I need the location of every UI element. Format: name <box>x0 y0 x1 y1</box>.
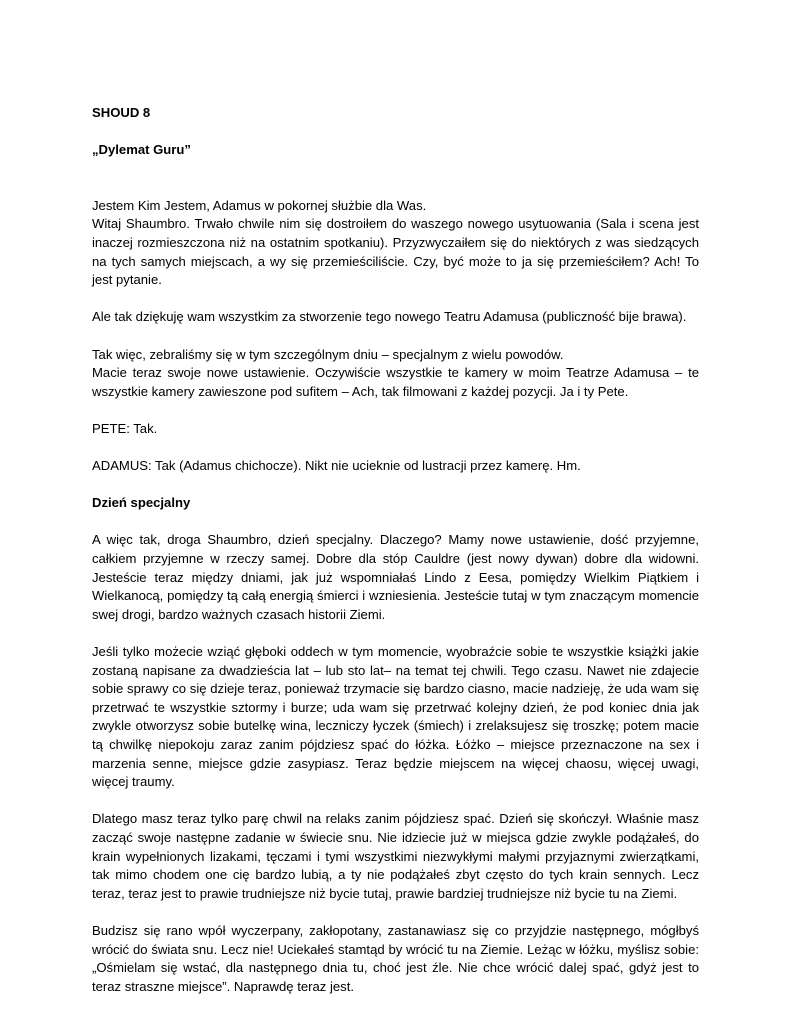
paragraph-1: A więc tak, droga Shaumbro, dzień specjalny. Dlaczego? Mamy nowe ustawienie, dość przyjemne, całkiem przyjemne w rzeczy samej. Dobre dla stóp Cauldre (jest nowy dywan) dobre dla widowni. Jesteście teraz między dniami, jak już wspomniałaś Lindo z Eesa, pomiędzy Wielkim Piątkiem i Wielkanocą, pomiędzy tą całą energią śmierci i wzniesienia. Jesteście tutaj w tym znaczącym momencie swej drogi, bardzo ważnych czasach historii Ziemi. <box>92 532 699 622</box>
document-title: „Dylemat Guru” <box>92 142 191 158</box>
paragraph-3: Dlatego masz teraz tylko parę chwil na relaks zanim pójdziesz spać. Dzień się skończył. Właśnie masz zacząć swoje następne zadanie w świecie snu. Nie idziecie już w miejsca gdzie zwykle podążałeś, do krain wypełnionych lizakami, tęczami i tymi wszystkimi niezwykłymi małymi przyjaznymi zwierzątkami, tak mimo chodem one cię bardzo lubią, a ty nie podążałeś zbyt często do tych krain sennych. Lecz teraz, teraz jest to prawie trudniejsze niż bycie tutaj, prawie bardziej trudniejsze niż bycie tu na Ziemi. <box>92 811 699 901</box>
paragraph-2: Jeśli tylko możecie wziąć głęboki oddech w tym momencie, wyobraźcie sobie te wszystkie książki jakie zostaną napisane za dwadzieścia lat – lub sto lat– na temat tej chwili. Tego czasu. Nawet nie zdajecie sobie sprawy co się dzieje teraz, ponieważ trzymacie się bardzo ciasno, macie nadzieję, że uda wam się przetrwać te wszystkie sztormy i burze; uda wam się przetrwać kolejny dzień, że pod koniec dnia jak zwykle otworzysz sobie butelkę wina, leczniczy łyczek (śmiech) i zrelaksujesz się troszkę; potem macie tą chwilkę niepokoju zaraz zanim pójdziesz spać do łóżka. Łóżko – miejsce przeznaczone na sex i marzenia senne, miejsce gdzie zasypiasz. Teraz będzie miejscem na więcej chaosu, więcej uwagi, więcej traumy. <box>92 644 699 790</box>
intro-paragraph: Witaj Shaumbro. Trwało chwile nim się dostroiłem do waszego nowego usytuowania (Sala i scena jest inaczej rozmieszczona niż na ostatnim spotkaniu). Przyzwyczaiłem się do niektórych z was siedzących na tych samych miejscach, a wy się przemieściliście. Czy, być może to ja się przemieściłem? Ach! To jest pytanie. <box>92 216 699 288</box>
adamus-line: ADAMUS: Tak (Adamus chichocze). Nikt nie ucieknie od lustracji przez kamerę. Hm. <box>92 458 581 474</box>
section-heading: Dzień specjalny <box>92 495 191 511</box>
pete-line: PETE: Tak. <box>92 420 158 436</box>
series-title: SHOUD 8 <box>92 105 151 120</box>
gathered-line: Tak więc, zebraliśmy się w tym szczególnym dniu – specjalnym z wielu powodów. <box>92 346 564 362</box>
document-page <box>92 104 699 996</box>
intro-line: Jestem Kim Jestem, Adamus w pokornej służbie dla Was. <box>92 197 427 213</box>
cameras-paragraph: Macie teraz swoje nowe ustawienie. Oczywiście wszystkie te kamery w moim Teatrze Adamusa – te wszystkie kamery zawieszone pod sufitem – Ach, tak filmowani z każdej pozycji. Ja i ty Pete. <box>92 365 699 399</box>
thanks-paragraph: Ale tak dziękuję wam wszystkim za stworzenie tego nowego Teatru Adamusa (publiczność bije brawa). <box>92 309 687 325</box>
paragraph-4: Budzisz się rano wpół wyczerpany, zakłopotany, zastanawiasz się co przyjdzie następnego, mógłbyś wrócić do świata snu. Lecz nie! Uciekałeś stamtąd by wrócić tu na Ziemie. Leżąc w łóżku, myślisz sobie: „Ośmielam się wstać, dla następnego dnia tu, choć jest źle. Nie chce wrócić dalej spać, gdyż jest to teraz straszne miejsce”. Naprawdę teraz jest. <box>92 922 699 994</box>
